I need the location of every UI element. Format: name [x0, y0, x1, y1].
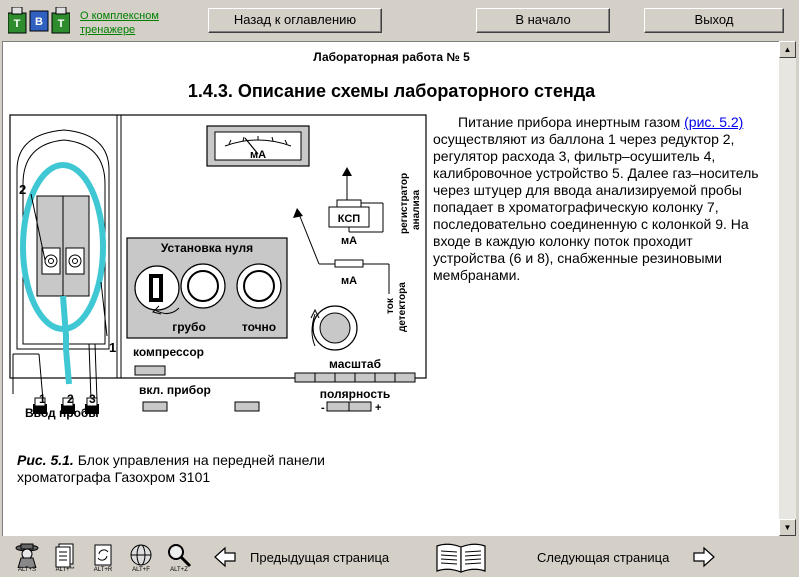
ksp-label: КСП [337, 213, 361, 225]
tool-key-3: ALT+R [93, 567, 113, 573]
vertical-scrollbar[interactable] [779, 41, 796, 536]
port-number-label-2: 2 [67, 392, 74, 406]
about-simulator-link[interactable]: О комплексном тренажере [80, 10, 159, 36]
milliammeter [207, 126, 309, 166]
caption-label: Рис. 5.1. [17, 452, 74, 468]
desc-after-link: осуществляют из баллона 1 через редуктор 2, регулятор расхода 3, фильтр–осушитель 4, калибровочное устройство 5. Далее газ–носитель через штуцер для ввода анализируемой пробы попадает в хроматографическую колонку 7, последовательно соединенную с колонкой 9. На входе в каждую колонку поток проходит устройства (6 и 8), снабженные резиновыми мембранами. [433, 131, 759, 283]
document-icon [50, 542, 80, 568]
minus-label: - [321, 402, 325, 414]
prev-page-link[interactable]: Предыдущая страница [250, 550, 390, 565]
zero-adjust-panel [127, 238, 287, 338]
compressor-switch [135, 366, 165, 375]
polarity-buttons [327, 402, 371, 411]
search-icon [164, 542, 194, 568]
sample-input-label: Ввод пробы [25, 406, 99, 420]
tool-key-2: ALT+** [55, 567, 75, 573]
search-tool-button[interactable] [164, 542, 194, 574]
refresh-tool-button[interactable] [88, 542, 118, 574]
figure-caption [17, 452, 377, 486]
ma-upper-label: мА [340, 235, 358, 247]
coarse-label: грубо [172, 320, 206, 334]
book-icon[interactable] [434, 542, 488, 574]
callout-2: 2 [19, 182, 27, 197]
globe-icon [126, 542, 156, 568]
fine-label: точно [241, 320, 277, 334]
agent-tool-button[interactable] [12, 542, 42, 574]
bottom-toolbar [0, 538, 799, 577]
content-pane [2, 41, 779, 536]
next-page-link[interactable]: Следующая страница [537, 550, 670, 565]
tool-key-5: ALT+Z [170, 567, 188, 573]
meter-unit-label: мА [249, 149, 267, 161]
section-title: 1.4.3. Описание схемы лабораторного стенда [187, 81, 596, 101]
logo-letter-2: B [35, 16, 43, 28]
logo-letter-1: T [13, 18, 21, 30]
plus-label: + [375, 402, 382, 414]
compressor-label: компрессор [133, 345, 204, 359]
recorder-label-1: регистратор [399, 172, 410, 234]
scale-buttons [295, 373, 415, 382]
scale-label: масштаб [328, 357, 382, 371]
exit-button[interactable]: Выход [644, 8, 784, 33]
refresh-icon [88, 542, 118, 568]
scroll-down-icon[interactable]: ▼ [779, 519, 796, 536]
detector-label-1: ток [385, 298, 396, 314]
tool-key-4: ALT+F [132, 567, 150, 573]
scroll-up-icon[interactable]: ▲ [779, 41, 796, 58]
device-on-label: вкл. прибор [139, 383, 211, 397]
control-panel-diagram [9, 114, 427, 420]
description-paragraph [433, 114, 763, 284]
figure-5-2-link[interactable]: (рис. 5.2) [684, 114, 744, 130]
back-to-contents-button[interactable]: Назад к оглавлению [208, 8, 382, 33]
ma-lower-label: мА [340, 275, 358, 287]
tool-key-1: ALT+S [17, 567, 37, 573]
polarity-label: полярность [319, 387, 391, 401]
notes-tool-button[interactable] [50, 542, 80, 574]
next-arrow-icon[interactable] [692, 546, 716, 568]
agent-icon [12, 542, 42, 568]
desc-before-link: Питание прибора инертным газом [458, 114, 685, 130]
device-on-switch [143, 402, 167, 411]
tvt-logo-icon[interactable] [8, 7, 70, 37]
globe-tool-button[interactable] [126, 542, 156, 574]
callout-1: 1 [109, 340, 117, 355]
port-number-label-3: 3 [89, 392, 96, 406]
prev-arrow-icon[interactable] [213, 546, 237, 568]
recorder-label-2: анализа [411, 189, 422, 230]
logo-letter-3: T [57, 18, 65, 30]
top-toolbar [0, 0, 799, 40]
port-number-label-1: 1 [39, 392, 46, 406]
zero-adjust-title: Установка нуля [160, 241, 254, 255]
caption-text: Блок управления на передней панели хроматографа Газохром 3101 [17, 452, 325, 485]
go-to-start-button[interactable]: В начало [476, 8, 610, 33]
extra-switch [235, 402, 259, 411]
lab-work-title: Лабораторная работа № 5 [313, 50, 470, 64]
detector-label-2: детектора [397, 282, 408, 332]
